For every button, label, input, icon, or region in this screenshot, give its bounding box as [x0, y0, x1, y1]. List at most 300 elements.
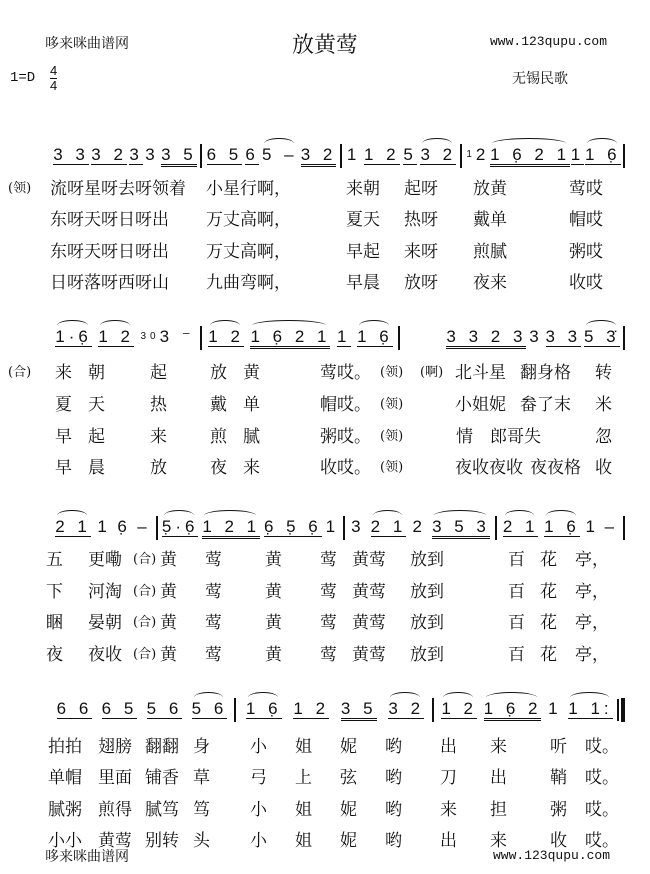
- site-name: 哆来咪曲谱网: [45, 36, 129, 52]
- barline: [156, 516, 158, 540]
- note-group: [161, 136, 197, 167]
- note-group: [337, 318, 350, 347]
- barline: [623, 144, 625, 168]
- note-group: [246, 690, 282, 719]
- part-marker: (啊): [420, 365, 444, 380]
- notation-line: [0, 690, 650, 730]
- note-group: [412, 508, 425, 536]
- measure: [438, 690, 616, 730]
- lyric-segment: 来: [490, 737, 507, 757]
- time-signature: [50, 64, 57, 93]
- lyric-segment: 黄莺: [352, 613, 386, 633]
- lyric-segment: 莺: [320, 613, 337, 633]
- lyric-segment: 放: [210, 363, 227, 383]
- note-text: 2 1: [55, 517, 91, 536]
- lyric-segment: 百: [508, 582, 525, 602]
- note-text: 6 5: [206, 145, 243, 164]
- lyric-segment: 小: [250, 800, 267, 820]
- barline: [234, 698, 236, 722]
- lyric-segment: 花: [540, 645, 557, 665]
- lyric-segment: 起: [150, 363, 167, 383]
- note-group: [98, 318, 134, 347]
- lyric-segment: 腻笃: [145, 800, 179, 820]
- lyric-segment: 头: [193, 831, 210, 851]
- measure: [500, 508, 621, 548]
- note-text: 1 2: [441, 699, 477, 718]
- measure: [52, 508, 154, 548]
- site-url: www.123qupu.com: [490, 34, 608, 49]
- measure: [160, 508, 341, 548]
- note-group: [484, 690, 542, 721]
- time-signature-bottom: 4: [50, 78, 58, 93]
- lyric-segment: 帽哎: [569, 210, 603, 230]
- barline: [623, 326, 625, 350]
- note-group: [129, 136, 142, 165]
- note-group: [544, 508, 580, 537]
- note-text: 1 6̣ 2 1: [250, 327, 331, 346]
- note-group: [326, 508, 339, 536]
- note-group: [301, 136, 337, 167]
- lyric-segment: 夜: [210, 458, 227, 478]
- note-text: 6 5: [101, 699, 138, 718]
- lyric-segment: 转: [595, 363, 612, 383]
- lyric-segment: 刀: [440, 768, 457, 788]
- lyric-segment: 妮: [340, 737, 357, 757]
- lyric-segment: 郎哥失: [490, 427, 541, 447]
- lyric-segment: 哎。: [585, 800, 619, 820]
- lyric-segment: 黄莺: [98, 831, 132, 851]
- lyric-segment: 黄: [243, 363, 260, 383]
- note-group: [55, 508, 91, 537]
- note-group: [364, 136, 400, 165]
- lyric-segment: 花: [540, 613, 557, 633]
- lyric-segment: 哟: [385, 737, 402, 757]
- note-text: 3 3 2 3: [446, 327, 527, 346]
- part-marker: (合): [133, 647, 157, 662]
- lyric-segment: 单: [243, 395, 260, 415]
- grace-note: 1: [466, 149, 476, 160]
- lyric-segment: 出: [490, 768, 507, 788]
- lyric-segment: 流呀星呀去呀领着: [50, 179, 186, 199]
- lyric-segment: 来: [150, 427, 167, 447]
- barline: [495, 516, 497, 540]
- lyric-segment: 放到: [410, 645, 444, 665]
- lyric-segment: 弓: [250, 768, 267, 788]
- lyric-segment: 亭，: [575, 613, 609, 633]
- lyric-segment: 莺: [320, 645, 337, 665]
- lyric-segment: 草: [193, 768, 210, 788]
- note-text: 3 5: [161, 145, 197, 164]
- lyric-segment: 黄莺: [352, 645, 386, 665]
- lyric-segment: 煎: [210, 427, 227, 447]
- barline: [460, 144, 462, 168]
- lyric-segment: 来: [440, 800, 457, 820]
- grace-note: 30: [140, 331, 160, 342]
- lyric-segment: 莺: [205, 550, 222, 570]
- lyric-segment: 黄: [160, 613, 177, 633]
- note-group: [490, 136, 570, 167]
- note-text: 1 6̣: [544, 517, 580, 536]
- lyric-segment: 翅膀: [98, 737, 132, 757]
- lyric-segment: 放到: [410, 613, 444, 633]
- note-group: [466, 136, 489, 164]
- barline: [343, 516, 345, 540]
- lyric-segment: 担: [490, 800, 507, 820]
- lyric-segment: 黄: [160, 582, 177, 602]
- part-marker: (领): [380, 365, 404, 380]
- lyric-segment: 粥哎。: [320, 427, 371, 447]
- song-title: 放黄莺: [291, 33, 358, 58]
- lyric-segment: 莺哎: [569, 179, 603, 199]
- note-group: [55, 318, 92, 347]
- lyric-segment: 粥: [550, 800, 567, 820]
- lyric-segment: 放黄: [473, 179, 507, 199]
- lyric-segment: 早起: [346, 242, 380, 262]
- note-group: [117, 508, 130, 536]
- note-text: 3 3: [545, 327, 582, 346]
- lyric-segment: 听: [550, 737, 567, 757]
- barline: [623, 516, 625, 540]
- lyric-segment: 莺: [205, 613, 222, 633]
- note-text: 6 6: [56, 699, 93, 718]
- barline: [340, 144, 342, 168]
- lyric-segment: 收: [595, 458, 612, 478]
- part-marker: (领): [380, 397, 404, 412]
- note-text: 2: [475, 145, 490, 164]
- lyric-segment: 起: [88, 427, 105, 447]
- note-group: [441, 690, 477, 719]
- lyric-segment: 哟: [385, 831, 402, 851]
- lyric-segment: 下: [46, 582, 63, 602]
- note-text: 6: [245, 145, 259, 164]
- lyric-segment: 夜来: [473, 273, 507, 293]
- note-group: [571, 136, 584, 165]
- lyric-segment: 小: [250, 737, 267, 757]
- note-text: 5̣·6̣: [161, 517, 199, 536]
- lyric-segment: 北斗星: [455, 363, 506, 383]
- measure: [445, 318, 621, 358]
- note-group: [351, 508, 364, 536]
- note-group: [102, 690, 138, 719]
- lyric-segment: 东呀天呀日呀出: [50, 210, 169, 230]
- lyric-segment: 哎。: [585, 737, 619, 757]
- lyric-segment: 天: [88, 395, 105, 415]
- note-text: 1 2: [364, 145, 400, 164]
- lyric-segment: 戴单: [473, 210, 507, 230]
- note-text: 1: [570, 145, 585, 164]
- lyric-segment: 上: [295, 768, 312, 788]
- lyric-segment: 黄: [265, 582, 282, 602]
- lyric-segment: 妮: [340, 831, 357, 851]
- lyric-segment: 热: [150, 395, 167, 415]
- lyric-segment: 夜收: [88, 645, 122, 665]
- lyric-segment: 放呀: [404, 273, 438, 293]
- part-marker: (合): [133, 584, 157, 599]
- lyric-segment: 小: [250, 831, 267, 851]
- lyric-segment: 帽哎。: [320, 395, 371, 415]
- measure: [345, 136, 458, 176]
- note-group: [202, 508, 260, 539]
- note-text: 1 1:: [568, 699, 613, 718]
- note-group: [208, 318, 244, 347]
- part-marker: (合): [8, 365, 32, 380]
- lyric-segment: 晏朝: [88, 613, 122, 633]
- note-group: [140, 318, 194, 346]
- song-origin: 无锡民歌: [512, 71, 568, 87]
- note-text: 1: [585, 517, 599, 536]
- note-text: 3 2: [91, 145, 127, 164]
- note-group: [503, 508, 539, 537]
- note-group: [546, 318, 582, 347]
- lyric-segment: 弦: [340, 768, 357, 788]
- note-group: [568, 690, 612, 719]
- lyric-segment: 忽: [595, 427, 612, 447]
- lyric-segment: 万丈高啊，: [206, 242, 291, 262]
- lyric-segment: 莺: [205, 582, 222, 602]
- lyric-segment: 拍拍: [48, 737, 82, 757]
- lyric-segment: 夜收夜收: [455, 458, 523, 478]
- lyric-segment: 翻翻: [145, 737, 179, 757]
- note-text: 2 1: [502, 517, 539, 536]
- lyric-segment: 黄莺: [352, 582, 386, 602]
- lyric-segment: 黄: [160, 645, 177, 665]
- note-group: [147, 690, 183, 719]
- note-text: 2 1: [370, 517, 407, 536]
- note-group: [357, 318, 393, 347]
- note-text: 3: [145, 145, 159, 164]
- note-text: 5 6: [146, 699, 183, 718]
- lyric-segment: 百: [508, 550, 525, 570]
- note-text: –: [604, 517, 619, 536]
- measure: [348, 508, 493, 548]
- note-text: 1: [548, 699, 562, 718]
- note-text: 3 3: [53, 145, 89, 164]
- lyric-segment: 小姐妮: [455, 395, 506, 415]
- note-group: [145, 136, 158, 164]
- lyric-segment: 九曲弯啊，: [206, 273, 291, 293]
- note-text: 1 6̣ 2 1: [490, 145, 571, 164]
- lyric-segment: 黄: [265, 550, 282, 570]
- part-marker: (领): [380, 460, 404, 475]
- note-group: [585, 136, 621, 165]
- note-group: [548, 690, 561, 718]
- lyric-segment: 早晨: [346, 273, 380, 293]
- lyric-segment: 小小: [48, 831, 82, 851]
- lyric-segment: 亭，: [575, 550, 609, 570]
- lyric-segment: 黄: [265, 613, 282, 633]
- lyric-segment: 哎。: [585, 768, 619, 788]
- repeat-end-barline: [621, 698, 625, 722]
- part-marker: (合): [133, 615, 157, 630]
- part-marker: (领): [8, 181, 32, 196]
- lyric-segment: 百: [508, 613, 525, 633]
- note-text: 2: [412, 517, 426, 536]
- note-text: 1: [325, 517, 340, 536]
- lyric-segment: 姐: [295, 737, 312, 757]
- measure: [205, 136, 338, 176]
- measure: [240, 690, 430, 730]
- lyric-segment: 河淘: [88, 582, 122, 602]
- lyric-segment: 五: [46, 550, 63, 570]
- lyric-segment: 莺: [320, 550, 337, 570]
- note-text: 1 2: [293, 699, 330, 718]
- lyric-segment: 花: [540, 550, 557, 570]
- lyric-segment: 朝: [88, 363, 105, 383]
- lyric-segment: 更嘞: [88, 550, 122, 570]
- lyric-segment: 煎腻: [473, 242, 507, 262]
- lyric-segment: 哟: [385, 800, 402, 820]
- note-text: 5 6: [191, 699, 228, 718]
- note-group: [388, 690, 424, 719]
- note-group: [371, 508, 407, 537]
- lyric-segment: 姐: [295, 831, 312, 851]
- note-text: 3 2: [300, 145, 337, 164]
- barline: [200, 144, 202, 168]
- lyric-segment: 来: [55, 363, 72, 383]
- lyric-segment: 放: [150, 458, 167, 478]
- note-group: [605, 508, 618, 536]
- note-text: 3: [129, 145, 143, 164]
- note-text: 5: [403, 145, 417, 164]
- note-group: [264, 508, 322, 537]
- note-group: [192, 690, 228, 719]
- note-group: [207, 136, 243, 165]
- note-text: 5 3̇: [583, 327, 620, 346]
- lyric-segment: 莺哎。: [320, 363, 371, 383]
- lyric-segment: 夜夜格: [530, 458, 581, 478]
- lyric-segment: 畚了末: [520, 395, 571, 415]
- time-signature-top: 4: [50, 63, 58, 78]
- note-text: 1·6̣: [55, 327, 92, 346]
- lyric-segment: 日呀落呀西呀山: [50, 273, 169, 293]
- note-group: [584, 318, 620, 347]
- lyric-segment: 莺: [205, 645, 222, 665]
- lyric-segment: 妮: [340, 800, 357, 820]
- note-group: [529, 318, 542, 346]
- note-group: [97, 508, 110, 536]
- barline: [200, 326, 202, 350]
- lyric-segment: 来: [243, 458, 260, 478]
- note-text: 5 –: [261, 145, 298, 164]
- lyric-segment: 热呀: [404, 210, 438, 230]
- lyric-segment: 来: [490, 831, 507, 851]
- note-group: [420, 136, 456, 165]
- lyric-segment: 笃: [193, 800, 210, 820]
- note-text: 1 2 1: [202, 517, 261, 536]
- note-group: [262, 136, 298, 164]
- lyric-segment: 别转: [145, 831, 179, 851]
- note-text: 6̣ 5̣ 6̣: [263, 517, 322, 536]
- note-group: [446, 318, 526, 349]
- lyric-segment: 花: [540, 582, 557, 602]
- note-group: [586, 508, 599, 536]
- note-group: [250, 318, 330, 349]
- lyric-segment: 黄莺: [352, 550, 386, 570]
- lyric-segment: 戴: [210, 395, 227, 415]
- note-text: 3 2: [420, 145, 457, 164]
- note-text: 3: [351, 517, 365, 536]
- note-text: 1 2: [208, 327, 244, 346]
- lyric-segment: 出: [440, 831, 457, 851]
- measure: [466, 136, 621, 176]
- lyric-segment: 哟: [385, 768, 402, 788]
- lyric-segment: 铺香: [145, 768, 179, 788]
- notation-line: [0, 508, 650, 548]
- note-group: [293, 690, 329, 719]
- lyric-segment: 翻身格: [520, 363, 571, 383]
- part-marker: (领): [380, 429, 404, 444]
- note-text: 3 5: [340, 699, 377, 718]
- note-text: 6̣: [117, 517, 131, 536]
- lyric-segment: 身: [193, 737, 210, 757]
- lyric-segment: 腻粥: [48, 800, 82, 820]
- note-group: [245, 136, 258, 165]
- lyric-segment: 收哎: [569, 273, 603, 293]
- measure: [52, 136, 198, 176]
- lyric-segment: 亭，: [575, 582, 609, 602]
- note-text: 3 ⁻: [159, 327, 195, 346]
- lyric-segment: 米: [595, 395, 612, 415]
- note-text: 1 6̣ 2: [483, 699, 542, 718]
- footer-site-name: 哆来咪曲谱网: [45, 849, 129, 865]
- note-text: 1 6̣: [357, 327, 393, 346]
- lyric-segment: 夜: [46, 645, 63, 665]
- lyric-segment: 早: [55, 427, 72, 447]
- lyric-segment: 粥哎: [569, 242, 603, 262]
- notation-line: [0, 318, 650, 358]
- note-group: [137, 508, 150, 536]
- lyric-segment: 腻: [243, 427, 260, 447]
- lyric-segment: 里面: [98, 768, 132, 788]
- lyric-segment: 姐: [295, 800, 312, 820]
- measure: [205, 318, 396, 358]
- lyric-segment: 小星行啊，: [206, 179, 291, 199]
- measure: [52, 690, 232, 730]
- lyric-segment: 情: [456, 427, 473, 447]
- note-group: [53, 136, 89, 165]
- notation-line: [0, 136, 650, 176]
- lyric-segment: 放到: [410, 582, 444, 602]
- note-group: [57, 690, 93, 719]
- note-text: 3: [529, 327, 543, 346]
- lyric-segment: 夏天: [346, 210, 380, 230]
- lyric-segment: 亭，: [575, 645, 609, 665]
- note-text: 1: [346, 145, 361, 164]
- note-text: –: [137, 517, 151, 536]
- barline: [432, 698, 434, 722]
- part-marker: (合): [133, 552, 157, 567]
- note-text: 1 6̣: [245, 699, 282, 718]
- note-group: [403, 136, 416, 165]
- lyric-segment: 煎得: [98, 800, 132, 820]
- lyric-segment: 收: [550, 831, 567, 851]
- lyric-segment: 放到: [410, 550, 444, 570]
- barline: [398, 326, 400, 350]
- footer-url: www.123qupu.com: [493, 848, 611, 863]
- lyric-segment: 睏: [46, 613, 63, 633]
- note-text: 3 5 3: [432, 517, 490, 536]
- key-signature: 1=D: [10, 70, 36, 86]
- measure: [52, 318, 198, 358]
- note-group: [341, 690, 377, 721]
- lyric-segment: 万丈高啊，: [206, 210, 291, 230]
- note-group: [347, 136, 360, 164]
- lyric-segment: 夏: [55, 395, 72, 415]
- lyric-segment: 起呀: [404, 179, 438, 199]
- lyric-segment: 早: [55, 458, 72, 478]
- note-text: 3 2: [388, 699, 425, 718]
- note-text: 1: [97, 517, 111, 536]
